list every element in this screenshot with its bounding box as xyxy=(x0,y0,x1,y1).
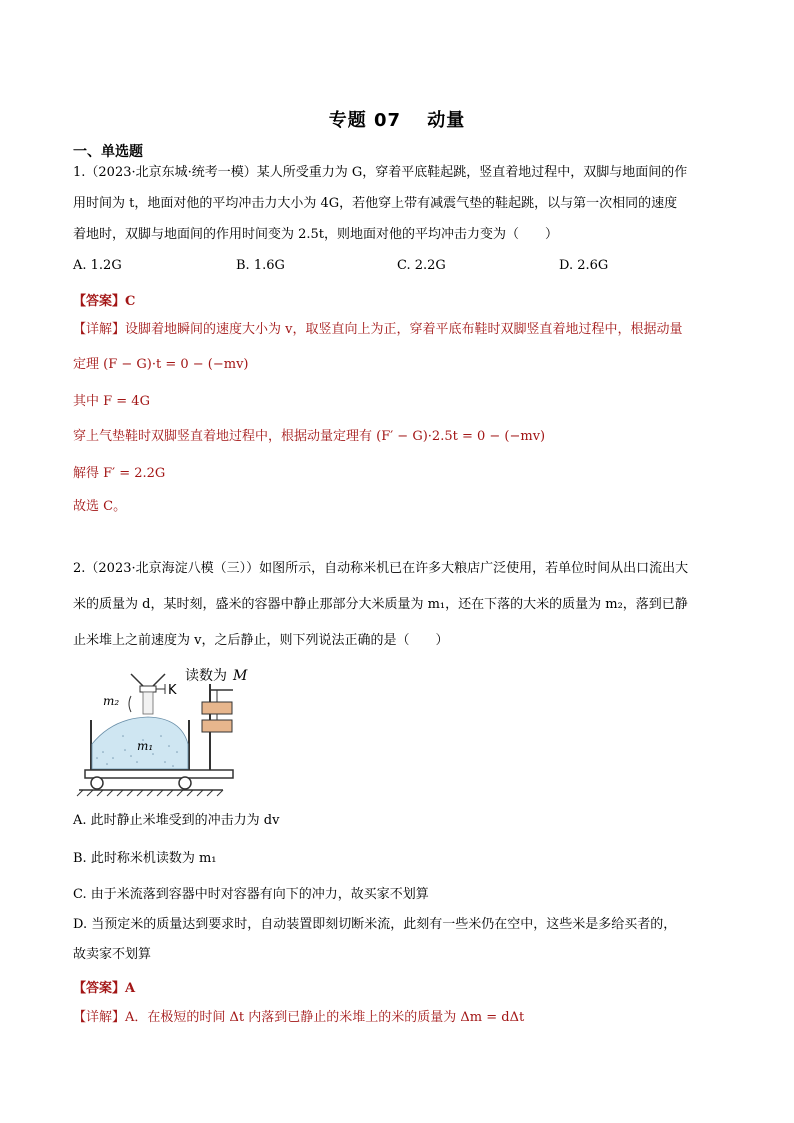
q1-option-d: D. 2.6G xyxy=(559,258,609,273)
q2-option-b: B. 此时称米机读数为 m₁ xyxy=(73,851,217,866)
q1-detail-line-1: 【详解】设脚着地瞬间的速度大小为 v，取竖直向上为正，穿着平底布鞋时双脚竖直着地过程中，根据动量 xyxy=(73,322,683,337)
q1-text-line-1: 1.（2023·北京东城·统考一模）某人所受重力为 G，穿着平底鞋起跳，竖直着地过程中，双脚与地面间的作 xyxy=(73,165,688,180)
q1-detail-line-2: 定理 (F − G)·t = 0 − (−mv) xyxy=(73,357,249,372)
q1-detail-line-3: 其中 F = 4G xyxy=(73,394,150,409)
q1-detail-line-6: 故选 C。 xyxy=(73,499,127,514)
page-title: 专题 07 动量 xyxy=(328,110,466,131)
counterweight-lower xyxy=(202,720,232,732)
cart-base xyxy=(85,770,233,778)
reading-variable: M xyxy=(233,668,248,684)
q2-answer: 【答案】A xyxy=(73,981,136,996)
valve-label: K xyxy=(168,683,177,698)
q1-text-line-3: 着地时，双脚与地面间的作用时间变为 2.5t，则地面对他的平均冲击力变为（ ） xyxy=(73,227,559,242)
q1-detail-line-5: 解得 F′ = 2.2G xyxy=(73,466,166,481)
rice-scale-figure xyxy=(73,662,263,802)
q2-option-d-line-1: D. 当预定米的质量达到要求时，自动装置即刻切断米流，此刻有一些米仍在空中，这些米是多给买者的， xyxy=(73,917,677,932)
falling-rice xyxy=(143,692,153,714)
q2-detail-line-1: 【详解】A．在极短的时间 Δt 内落到已静止的米堆上的米的质量为 Δm = dΔt xyxy=(73,1010,525,1025)
q2-text-line-3: 止米堆上之前速度为 v，之后静止，则下列说法正确的是（ ） xyxy=(73,633,449,648)
m1-label: m₁ xyxy=(137,739,154,753)
q2-text-line-2: 米的质量为 d，某时刻，盛米的容器中静止那部分大米质量为 m₁，还在下落的大米的质量为 m₂，落到已静 xyxy=(73,597,688,612)
reading-label: 读数为 xyxy=(185,668,227,684)
q2-option-d-line-2: 故卖家不划算 xyxy=(73,947,152,962)
section-heading: 一、单选题 xyxy=(73,144,143,160)
rice-scale-diagram xyxy=(73,662,263,802)
q2-option-a: A. 此时静止米堆受到的冲击力为 dv xyxy=(73,813,280,828)
q2-text-line-1: 2.（2023·北京海淀八模（三））如图所示，自动称米机已在许多大粮店广泛使用，若单位时间从出口流出大 xyxy=(73,561,689,576)
q1-text-line-2: 用时间为 t，地面对他的平均冲击力大小为 4G，若他穿上带有减震气垫的鞋起跳，以与第一次相同的速度 xyxy=(73,196,678,211)
q1-detail-line-4: 穿上气垫鞋时双脚竖直着地过程中，根据动量定理有 (F′ − G)·2.5t = 0 − (−mv) xyxy=(73,429,546,444)
q1-option-c: C. 2.2G xyxy=(397,258,446,273)
m2-label: m₂ xyxy=(103,694,120,708)
q1-option-a: A. 1.2G xyxy=(73,258,122,273)
q2-option-c: C. 由于米流落到容器中时对容器有向下的冲力，故买家不划算 xyxy=(73,887,429,902)
q1-option-b: B. 1.6G xyxy=(236,258,285,273)
q1-answer: 【答案】C xyxy=(73,294,136,309)
counterweight-upper xyxy=(202,702,232,714)
